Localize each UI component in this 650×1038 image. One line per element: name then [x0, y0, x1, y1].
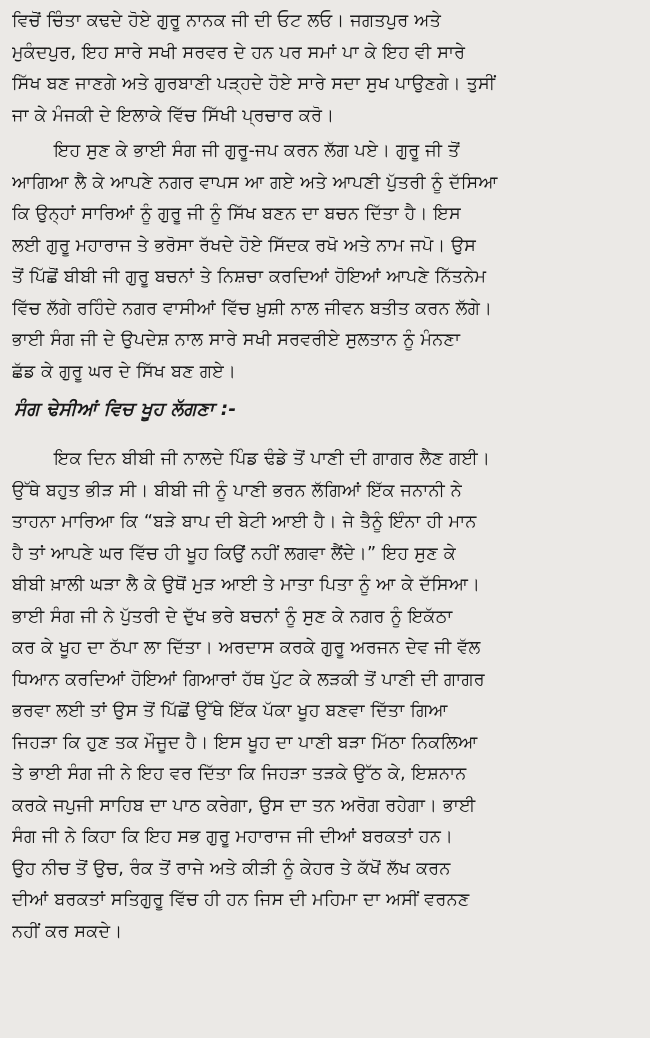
- section-heading: ਸੰਗ ਢੇਸੀਆਂ ਵਿਚ ਖੂਹ ਲੱਗਣਾ :-: [14, 399, 237, 420]
- text-line: ਇਹ ਸੁਣ ਕੇ ਭਾਈ ਸੰਗ ਜੀ ਗੁਰੂ-ਜਪ ਕਰਨ ਲੱਗ ਪਏ। ਗੁਰੂ ਜੀ ਤੋਂ: [54, 141, 460, 161]
- text-line: ਦੀਆਂ ਬਰਕਤਾਂ ਸਤਿਗੁਰੂ ਵਿੱਚ ਹੀ ਹਨ ਜਿਸ ਦੀ ਮਹਿਮਾ ਦਾ ਅਸੀਂ ਵਰਨਣ: [12, 890, 470, 910]
- text-line: ਭਾਈ ਸੰਗ ਜੀ ਨੇ ਪੁੱਤਰੀ ਦੇ ਦੁੱਖ ਭਰੇ ਬਚਨਾਂ ਨੂੰ ਸੁਣ ਕੇ ਨਗਰ ਨੂੰ ਇਕੱਠਾ: [12, 606, 453, 627]
- text-line: ਜਿਹੜਾ ਕਿ ਹੁਣ ਤਕ ਮੌਜੂਦ ਹੈ। ਇਸ ਖੂਹ ਦਾ ਪਾਣੀ ਬੜਾ ਮਿੱਠਾ ਨਿਕਲਿਆ: [12, 732, 478, 753]
- text-line: ਆਗਿਆ ਲੈ ਕੇ ਆਪਣੇ ਨਗਰ ਵਾਪਸ ਆ ਗਏ ਅਤੇ ਆਪਣੀ ਪੁੱਤਰੀ ਨੂੰ ਦੱਸਿਆ: [12, 172, 498, 193]
- paragraph-1: [12, 6, 642, 132]
- text-line: ਇਕ ਦਿਨ ਬੀਬੀ ਜੀ ਨਾਲਦੇ ਪਿੰਡ ਢੰਡੇ ਤੋਂ ਪਾਣੀ ਦੀ ਗਾਗਰ ਲੈਣ ਗਈ।: [54, 449, 491, 469]
- text-line: ਵਿਚੋਂ ਚਿੰਤਾ ਕਢਦੇ ਹੋਏ ਗੁਰੂ ਨਾਨਕ ਜੀ ਦੀ ਓਟ ਲਓ। ਜਗਤਪੁਰ ਅਤੇ: [12, 11, 442, 31]
- paragraph-2: [12, 136, 642, 388]
- text-line: ਛੱਡ ਕੇ ਗੁਰੂ ਘਰ ਦੇ ਸਿੱਖ ਬਣ ਗਏ।: [12, 361, 237, 382]
- text-line: ਉੱਥੇ ਬਹੁਤ ਭੀੜ ਸੀ। ਬੀਬੀ ਜੀ ਨੂੰ ਪਾਣੀ ਭਰਨ ਲੱਗਿਆਂ ਇੱਕ ਜਨਾਨੀ ਨੇ: [12, 480, 462, 501]
- text-line: ਸੰਗ ਜੀ ਨੇ ਕਿਹਾ ਕਿ ਇਹ ਸਭ ਗੁਰੂ ਮਹਾਰਾਜ ਜੀ ਦੀਆਂ ਬਰਕਤਾਂ ਹਨ।: [12, 827, 454, 847]
- text-line: ਸਿੱਖ ਬਣ ਜਾਣਗੇ ਅਤੇ ਗੁਰਬਾਣੀ ਪੜ੍ਹਦੇ ਹੋਏ ਸਾਰੇ ਸਦਾ ਸੁਖ ਪਾਉਣਗੇ। ਤੁਸੀਂ: [12, 74, 496, 94]
- text-line: ਭਾਈ ਸੰਗ ਜੀ ਦੇ ਉਪਦੇਸ਼ ਨਾਲ ਸਾਰੇ ਸਖੀ ਸਰਵਰੀਏ ਸੁਲਤਾਨ ਨੂੰ ਮੰਨਣਾ: [12, 330, 461, 350]
- text-line: ਵਿੱਚ ਲੱਗੇ ਰਹਿੰਦੇ ਨਗਰ ਵਾਸੀਆਂ ਵਿੱਚ ਖ਼ੁਸ਼ੀ ਨਾਲ ਜੀਵਨ ਬਤੀਤ ਕਰਨ ਲੱਗੇ।: [12, 298, 493, 319]
- text-line: ਕਿ ਉਨ੍ਹਾਂ ਸਾਰਿਆਂ ਨੂੰ ਗੁਰੂ ਜੀ ਨੂੰ ਸਿੱਖ ਬਣਨ ਦਾ ਬਚਨ ਦਿੱਤਾ ਹੈ। ਇਸ: [12, 204, 461, 224]
- text-line: ਬੀਬੀ ਖ਼ਾਲੀ ਘੜਾ ਲੈ ਕੇ ਉਥੋਂ ਮੁੜ ਆਈ ਤੇ ਮਾਤਾ ਪਿਤਾ ਨੂੰ ਆ ਕੇ ਦੱਸਿਆ।: [12, 575, 481, 595]
- text-line: ਤੇ ਭਾਈ ਸੰਗ ਜੀ ਨੇ ਇਹ ਵਰ ਦਿੱਤਾ ਕਿ ਜਿਹੜਾ ਤੜਕੇ ਉੱਠ ਕੇ, ਇਸ਼ਨਾਨ: [12, 764, 467, 784]
- text-line: ਮੁਕੰਦਪੁਰ, ਇਹ ਸਾਰੇ ਸਖੀ ਸਰਵਰ ਦੇ ਹਨ ਪਰ ਸਮਾਂ ਪਾ ਕੇ ਇਹ ਵੀ ਸਾਰੇ: [12, 42, 466, 63]
- text-line: ਕਰਕੇ ਜਪੁਜੀ ਸਾਹਿਬ ਦਾ ਪਾਠ ਕਰੇਗਾ, ਉਸ ਦਾ ਤਨ ਅਰੋਗ ਰਹੇਗਾ। ਭਾਈ: [12, 795, 476, 816]
- text-line: ਤਾਹਨਾ ਮਾਰਿਆ ਕਿ “ਬੜੇ ਬਾਪ ਦੀ ਬੇਟੀ ਆਈ ਹੈ। ਜੇ ਤੈਨੂੰ ਇੰਨਾ ਹੀ ਮਾਨ: [12, 512, 477, 532]
- text-line: ਉਹ ਨੀਚ ਤੋਂ ਉਚ, ਰੰਕ ਤੋਂ ਰਾਜੇ ਅਤੇ ਕੀੜੀ ਨੂੰ ਕੇਹਰ ਤੇ ਕੱਖੋਂ ਲੱਖ ਕਰਨ: [12, 858, 451, 879]
- text-line: ਕਰ ਕੇ ਖੂਹ ਦਾ ਠੱਪਾ ਲਾ ਦਿੱਤਾ। ਅਰਦਾਸ ਕਰਕੇ ਗੁਰੂ ਅਰਜਨ ਦੇਵ ਜੀ ਵੱਲ: [12, 638, 481, 658]
- heading-gap: [12, 428, 642, 444]
- text-line: ਭਰਵਾ ਲਈ ਤਾਂ ਉਸ ਤੋਂ ਪਿੱਛੋਂ ਉੱਥੇ ਇੱਕ ਪੱਕਾ ਖੂਹ ਬਣਵਾ ਦਿੱਤਾ ਗਿਆ: [12, 701, 448, 721]
- text-line: ਲਈ ਗੁਰੂ ਮਹਾਰਾਜ ਤੇ ਭਰੋਸਾ ਰੱਖਦੇ ਹੋਏ ਸਿੱਦਕ ਰਖੋ ਅਤੇ ਨਾਮ ਜਪੋ। ਉਸ: [12, 235, 477, 256]
- text-line: ਹੈ ਤਾਂ ਆਪਣੇ ਘਰ ਵਿੱਚ ਹੀ ਖੂਹ ਕਿਉਂ ਨਹੀਂ ਲਗਵਾ ਲੈਂਦੇ।” ਇਹ ਸੁਣ ਕੇ: [12, 543, 456, 564]
- text-line: ਧਿਆਨ ਕਰਦਿਆਂ ਹੋਇਆਂ ਗਿਆਰਾਂ ਹੱਥ ਪੁੱਟ ਕੇ ਲੜਕੀ ਤੋਂ ਪਾਣੀ ਦੀ ਗਾਗਰ: [12, 669, 485, 690]
- text-line: ਤੋਂ ਪਿੱਛੋਂ ਬੀਬੀ ਜੀ ਗੁਰੂ ਬਚਨਾਂ ਤੇ ਨਿਸ਼ਚਾ ਕਰਦਿਆਂ ਹੋਇਆਂ ਆਪਣੇ ਨਿੱਤਨੇਮ: [12, 267, 487, 287]
- text-line: ਨਹੀਂ ਕਰ ਸਕਦੇ।: [12, 921, 123, 942]
- text-line: ਜਾ ਕੇ ਮੰਜਕੀ ਦੇ ਇਲਾਕੇ ਵਿੱਚ ਸਿੱਖੀ ਪ੍ਰਚਾਰ ਕਰੋ।: [12, 105, 335, 126]
- paragraph-3: [12, 444, 642, 948]
